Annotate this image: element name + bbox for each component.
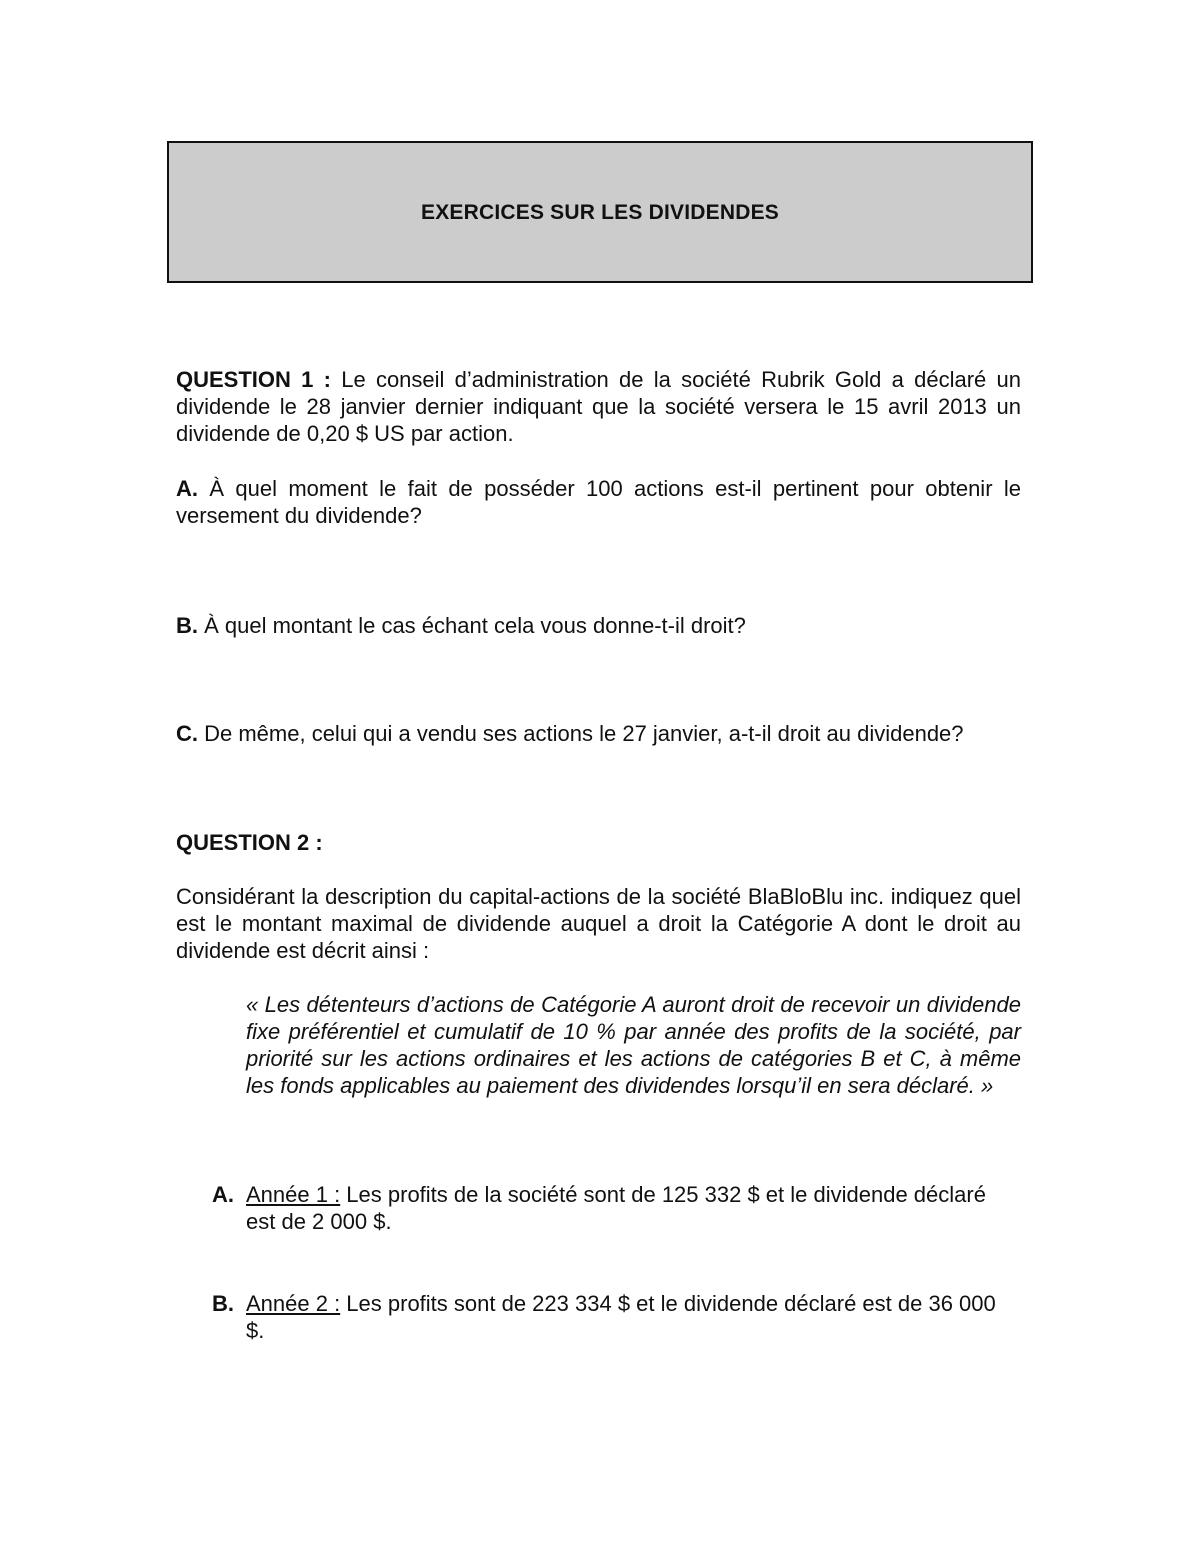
- part-c-text: De même, celui qui a vendu ses actions le 27 janvier, a-t-il droit au dividende?: [198, 721, 964, 746]
- document-title: EXERCICES SUR LES DIVIDENDES: [420, 200, 779, 224]
- question-2-b-label: B.: [212, 1291, 234, 1316]
- question-2-intro: Considérant la description du capital-actions de la société BlaBloBlu inc. indiquez quel est le montant maximal de dividende auquel a droit la Catégorie A dont le droit au dividende est décrit ainsi :: [176, 884, 1021, 963]
- question-2-quote: « Les détenteurs d’actions de Catégorie A auront droit de recevoir un dividende fixe préférentiel et cumulatif de 10 % par année des profits de la société, par priorité sur les actions ordinaires et les actions de catégories B et C, à même les fonds applicables au paiement des dividendes lorsqu’il en sera déclaré. »: [246, 992, 1021, 1098]
- question-1-part-c: [176, 720, 1021, 747]
- year-2-label: Année 2 :: [246, 1291, 341, 1316]
- title-box: [167, 141, 1033, 283]
- question-2-b-item: [246, 1290, 1006, 1344]
- question-2-a-item: [246, 1181, 1006, 1235]
- part-a-label: A.: [176, 476, 198, 501]
- part-b-text: À quel montant le cas échant cela vous donne-t-il droit?: [198, 613, 746, 638]
- question-1-part-b: [176, 612, 1021, 639]
- part-b-label: B.: [176, 613, 198, 638]
- part-a-text: À quel moment le fait de posséder 100 actions est-il pertinent pour obtenir le versement du dividende?: [176, 476, 1021, 528]
- question-1-paragraph: [176, 366, 1021, 447]
- year-2-text: Les profits sont de 223 334 $ et le dividende déclaré est de 36 000 $.: [246, 1291, 996, 1343]
- part-c-label: C.: [176, 721, 198, 746]
- year-1-text: Les profits de la société sont de 125 332 $ et le dividende déclaré est de 2 000 $.: [246, 1182, 986, 1234]
- year-1-label: Année 1 :: [246, 1182, 341, 1207]
- question-1-text: Le conseil d’administration de la société Rubrik Gold a déclaré un dividende le 28 janvier dernier indiquant que la société versera le 15 avril 2013 un dividende de 0,20 $ US par action.: [176, 367, 1021, 446]
- question-2-a-label: A.: [212, 1182, 234, 1207]
- question-1-part-a: [176, 475, 1021, 529]
- question-2-heading: QUESTION 2 :: [176, 830, 323, 855]
- question-1-heading: QUESTION 1 :: [176, 367, 331, 392]
